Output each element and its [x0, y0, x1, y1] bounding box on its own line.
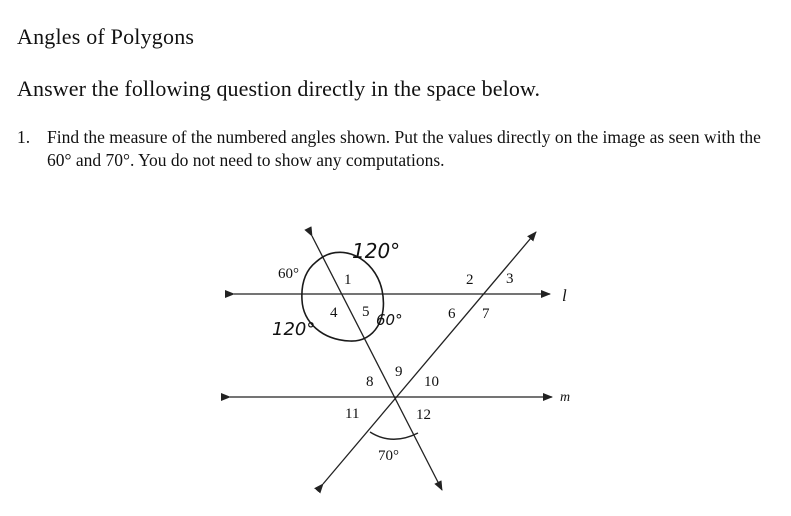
line-m-label: m [560, 390, 571, 405]
angle-number-4: 4 [330, 305, 338, 321]
worksheet-title: Angles of Polygons [17, 24, 195, 49]
angle-70-label: 70° [378, 448, 399, 464]
angle-number-6: 6 [448, 306, 456, 322]
line-l-label: l [562, 286, 567, 305]
angle-number-5: 5 [362, 304, 370, 320]
question-number: 1. [17, 127, 31, 147]
angle-number-8: 8 [366, 374, 374, 390]
angle-arc-70 [370, 432, 418, 439]
handwritten-120-left: 120° [272, 319, 316, 340]
angle-number-2: 2 [466, 272, 474, 288]
angle-number-12: 12 [416, 407, 431, 423]
transversal-ascending [323, 232, 536, 484]
angle-number-3: 3 [506, 271, 514, 287]
instruction-text: Answer the following question directly in the space below. [17, 76, 541, 101]
handwritten-120-top: 120° [352, 239, 401, 263]
angle-number-10: 10 [424, 374, 439, 390]
angle-number-11: 11 [345, 406, 360, 422]
question-text: Find the measure of the numbered angles shown. Put the values directly on the image as seen with the 60° and 70°. You do not need to show any computations. [47, 127, 761, 170]
transversal-descending [312, 236, 442, 490]
angle-number-1: 1 [344, 272, 352, 288]
angle-number-7: 7 [482, 306, 490, 322]
handwritten-60-middle: 60° [376, 311, 403, 329]
angle-60-label: 60° [278, 266, 299, 282]
angle-number-9: 9 [395, 364, 403, 380]
